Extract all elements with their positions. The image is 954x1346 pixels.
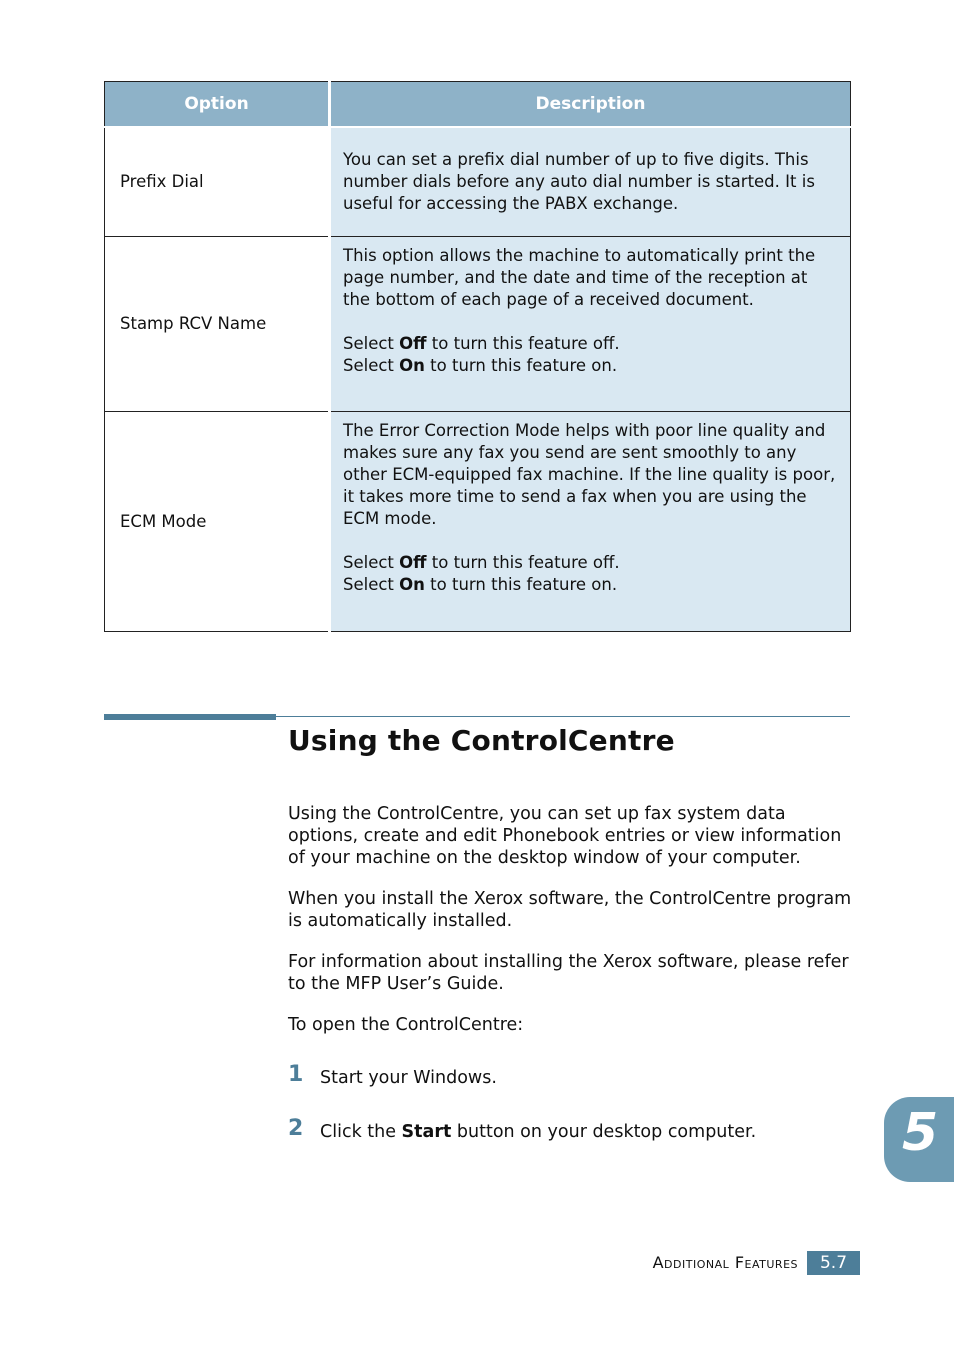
select-off-prefix: Select [343, 553, 400, 572]
select-on-suffix: to turn this feature on. [424, 356, 618, 375]
table-row [105, 127, 851, 237]
on-keyword: On [399, 575, 425, 594]
step-text: Start your Windows. [320, 1068, 497, 1088]
step-text-prefix: Click the [320, 1122, 402, 1142]
option-name: Prefix Dial [105, 127, 330, 237]
select-instructions [343, 552, 836, 596]
page-number: 5.7 [807, 1251, 860, 1275]
description-text: You can set a prefix dial number of up to five digits. This number dials before any auto dial number is started. It is useful for accessing the PABX exchange. [343, 150, 815, 213]
section-rule-thick [104, 714, 276, 720]
description-text: This option allows the machine to automatically print the page number, and the date and time of the reception at the bottom of each page of a received document. [343, 246, 816, 309]
table-row [105, 412, 851, 632]
step-number: 2 [288, 1116, 304, 1141]
section-body [288, 803, 854, 1055]
description-text: The Error Correction Mode helps with poor line quality and makes sure any fax you send are sent smoothly to any other ECM-equipped fax machine. If the line quality is poor, it takes more time to send a fax when you are using the ECM mode. [343, 421, 836, 528]
on-keyword: On [399, 356, 425, 375]
option-name: ECM Mode [105, 412, 330, 632]
select-instructions [343, 333, 836, 377]
off-keyword: Off [399, 553, 427, 572]
paragraph: Using the ControlCentre, you can set up fax system data options, create and edit Phonebook entries or view information of your machine on the desktop window of your computer. [288, 804, 842, 868]
step-text-suffix: button on your desktop computer. [451, 1122, 757, 1142]
option-description [330, 237, 851, 412]
chapter-number: 5 [902, 1103, 939, 1163]
option-description [330, 127, 851, 237]
select-off-prefix: Select [343, 334, 400, 353]
section-rule-thin [276, 716, 850, 717]
select-off-suffix: to turn this feature off. [426, 334, 620, 353]
paragraph: When you install the Xerox software, the ControlCentre program is automatically installed. [288, 889, 852, 931]
header-description: Description [330, 82, 851, 128]
option-name: Stamp RCV Name [105, 237, 330, 412]
section-title: Using the ControlCentre [288, 724, 675, 757]
step-text [320, 1121, 756, 1143]
header-option: Option [105, 82, 330, 128]
start-keyword: Start [401, 1122, 452, 1142]
select-on-prefix: Select [343, 356, 400, 375]
off-keyword: Off [399, 334, 427, 353]
options-table [104, 81, 851, 632]
paragraph: To open the ControlCentre: [288, 1015, 524, 1035]
option-description [330, 412, 851, 632]
footer-section-label: Additional Features [652, 1253, 798, 1272]
chapter-tab [884, 1097, 954, 1182]
step-number: 1 [288, 1062, 304, 1087]
table-row [105, 237, 851, 412]
select-on-prefix: Select [343, 575, 400, 594]
paragraph: For information about installing the Xerox software, please refer to the MFP User’s Guide. [288, 952, 849, 994]
select-on-suffix: to turn this feature on. [424, 575, 618, 594]
select-off-suffix: to turn this feature off. [426, 553, 620, 572]
table-header-row [105, 82, 851, 128]
